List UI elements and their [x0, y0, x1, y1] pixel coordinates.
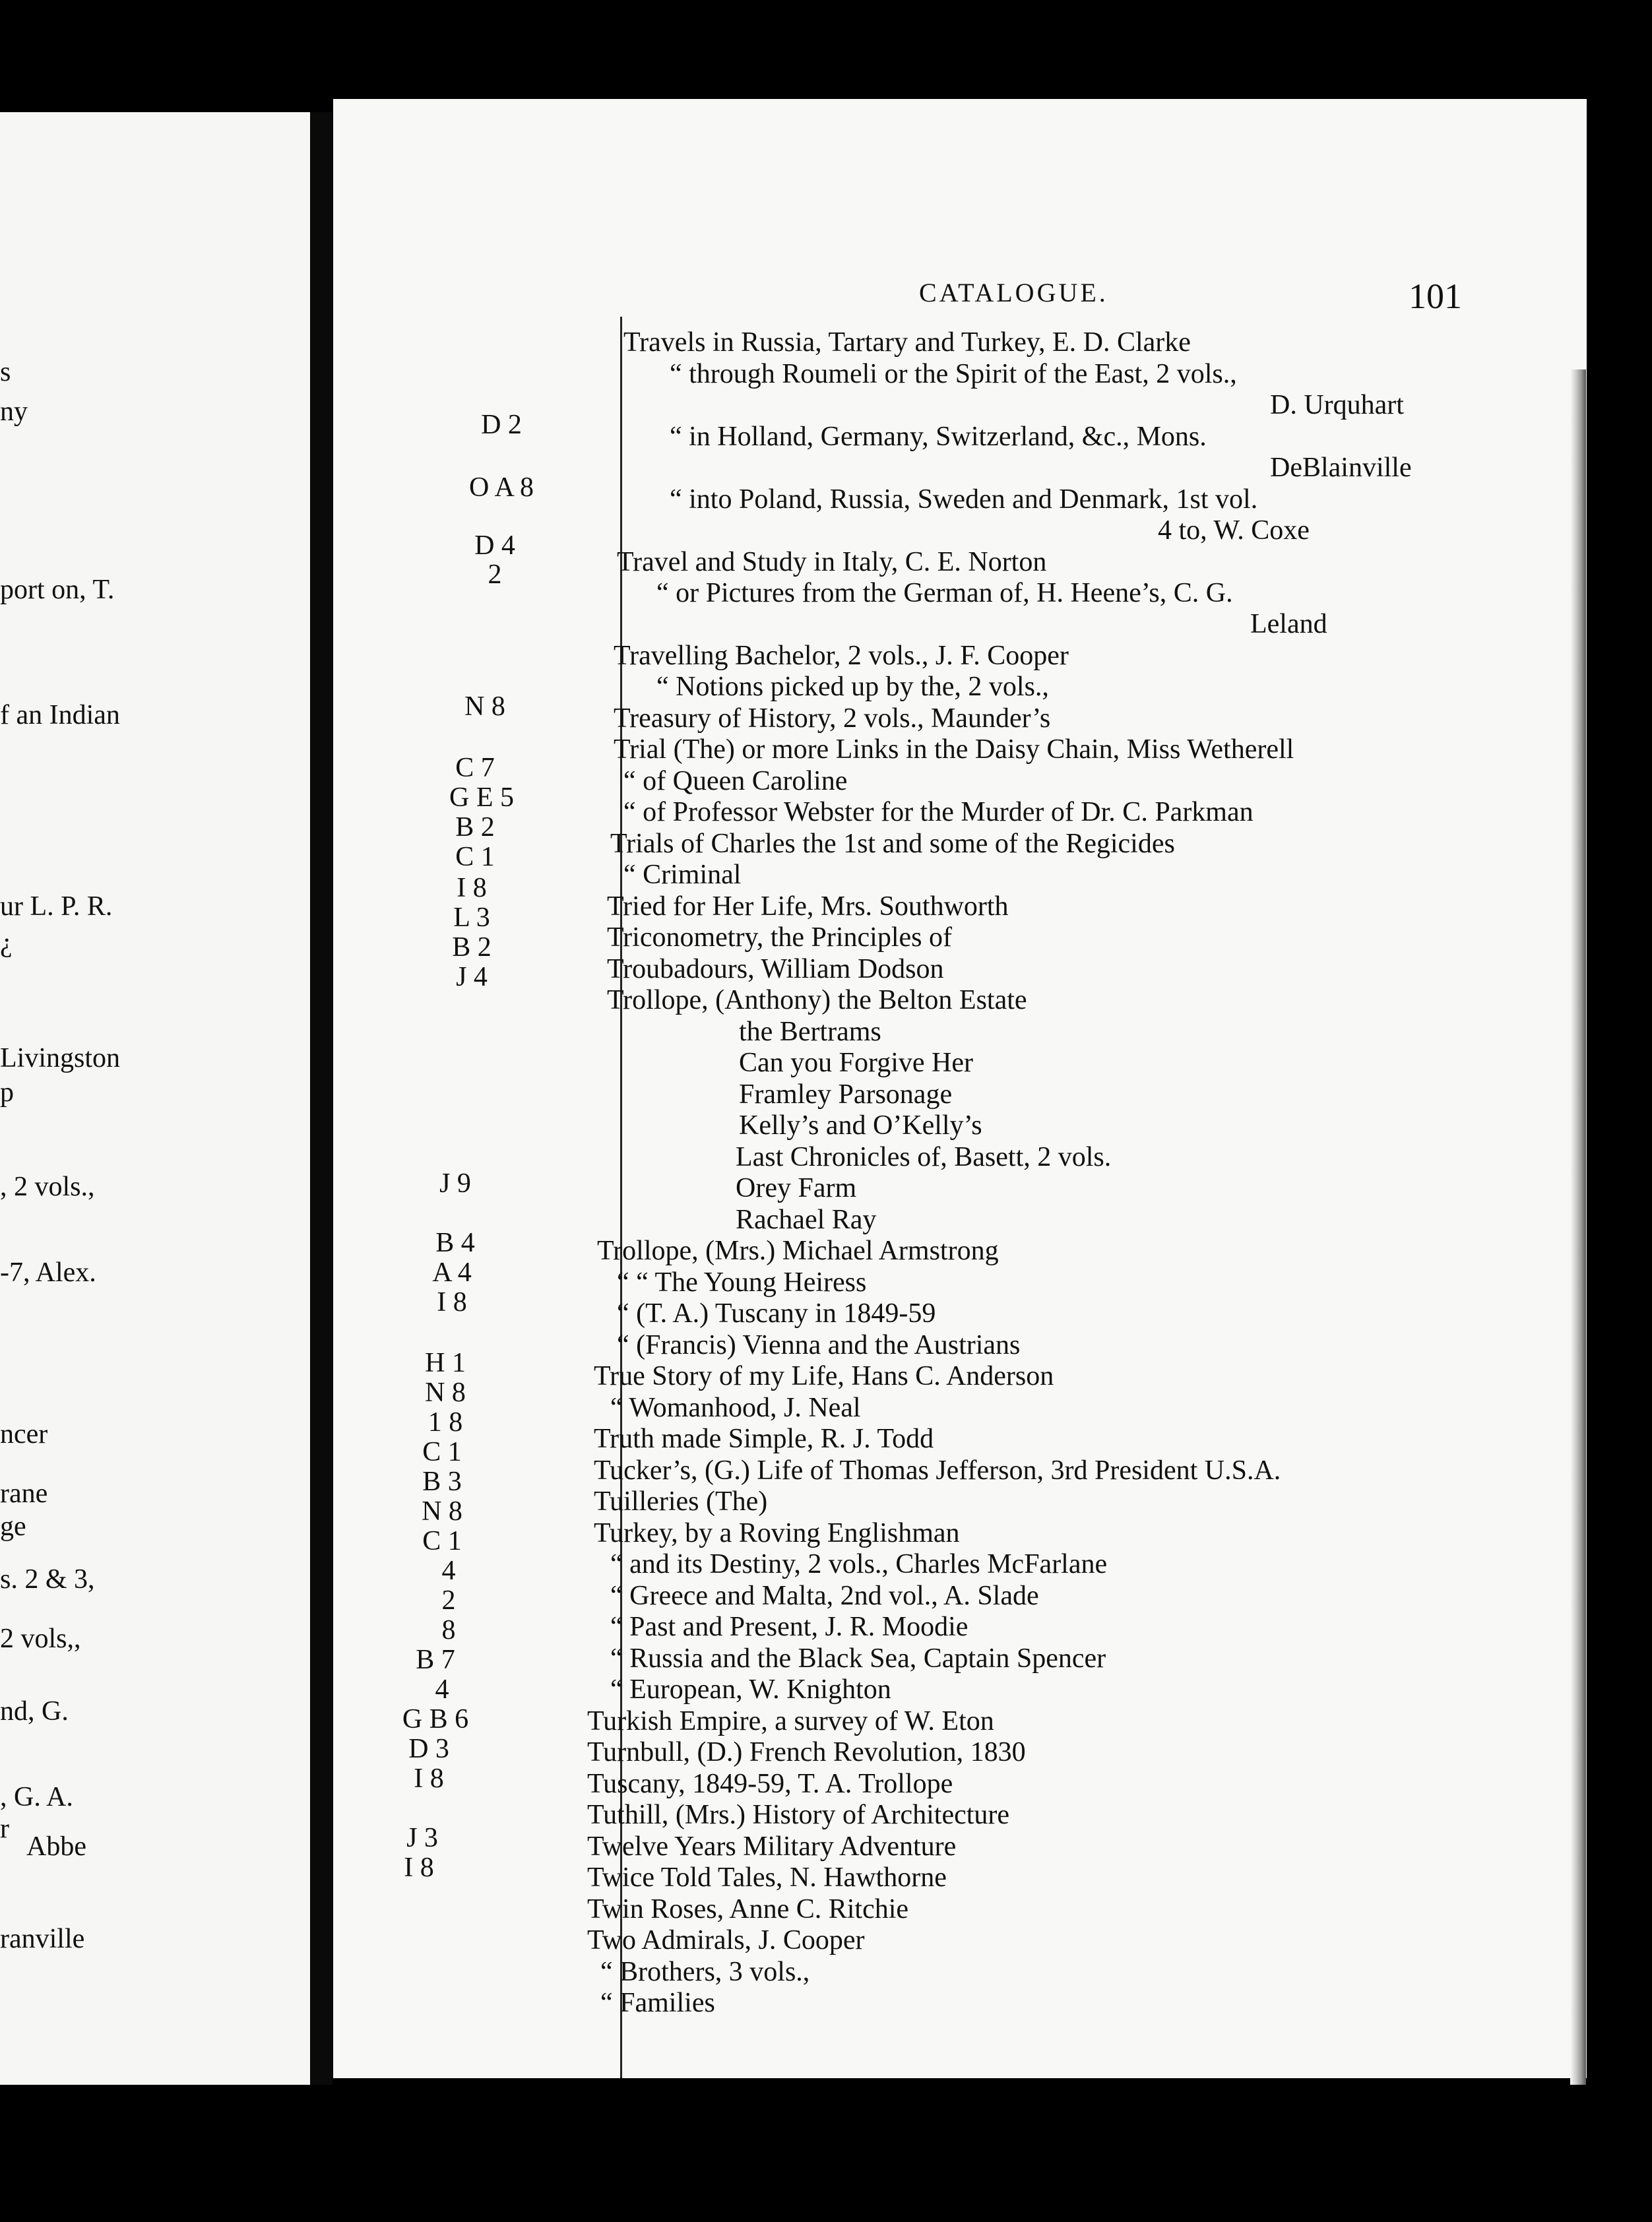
catalogue-entry: “ (Francis) Vienna and the Austrians	[617, 1330, 1021, 1360]
catalogue-entry: “ Families	[600, 1988, 715, 2018]
catalogue-entry: “ of Professor Webster for the Murder of Dr. C. Parkman	[623, 797, 1254, 827]
left-fragment: ny	[0, 397, 28, 427]
catalogue-entry: Travels in Russia, Tartary and Turkey, E. D. Clarke	[623, 327, 1191, 358]
catalogue-entry: Tuthill, (Mrs.) History of Architecture	[587, 1800, 1010, 1830]
catalogue-entry: Trollope, (Anthony) the Belton Estate	[607, 985, 1027, 1015]
shelf-code: N 8	[422, 1496, 462, 1527]
catalogue-entry: Troubadours, William Dodson	[607, 954, 944, 984]
shelf-code: J 4	[456, 962, 488, 992]
catalogue-entry: DeBlainville	[1270, 453, 1412, 483]
catalogue-entry: Turkish Empire, a survey of W. Eton	[587, 1706, 994, 1736]
shelf-code: B 2	[452, 932, 492, 963]
right-page	[333, 99, 1587, 2078]
catalogue-entry: “ in Holland, Germany, Switzerland, &c., Mons.	[670, 422, 1207, 452]
catalogue-entry: “ or Pictures from the German of, H. Heene’s, C. G.	[656, 578, 1233, 608]
catalogue-entry: True Story of my Life, Hans C. Anderson	[594, 1361, 1054, 1391]
catalogue-entry: “ into Poland, Russia, Sweden and Denmark, 1st vol.	[670, 484, 1258, 515]
left-fragment: f an Indian	[0, 700, 120, 730]
left-fragment: nd, G.	[0, 1696, 69, 1727]
page-edge	[1570, 369, 1586, 2085]
left-fragment: 2 vols,,	[0, 1624, 81, 1654]
shelf-code: O A 8	[468, 472, 534, 503]
catalogue-entry: Trials of Charles the 1st and some of the Regicides	[610, 829, 1175, 859]
catalogue-entry: “ Criminal	[623, 860, 742, 890]
shelf-code: C 1	[422, 1437, 462, 1467]
catalogue-entry: Travel and Study in Italy, C. E. Norton	[617, 547, 1047, 577]
catalogue-entry: Two Admirals, J. Cooper	[587, 1925, 865, 1955]
catalogue-entry: “ Greece and Malta, 2nd vol., A. Slade	[610, 1581, 1039, 1611]
catalogue-entry: “ Past and Present, J. R. Moodie	[610, 1612, 969, 1642]
catalogue-entry: Turkey, by a Roving Englishman	[594, 1518, 960, 1548]
left-fragment: port on, T.	[0, 575, 115, 605]
shelf-code: C 1	[422, 1526, 462, 1556]
left-fragment: ur L. P. R.	[0, 891, 113, 922]
catalogue-entry: “ Russia and the Black Sea, Captain Spencer	[610, 1643, 1106, 1674]
shelf-code: H 1	[425, 1348, 466, 1378]
shelf-code: 4	[435, 1674, 449, 1705]
catalogue-entry: “ “ The Young Heiress	[617, 1267, 867, 1298]
catalogue-entry: Triconometry, the Principles of	[607, 922, 952, 953]
shelf-code: J 9	[439, 1168, 471, 1199]
shelf-code: L 3	[453, 903, 490, 933]
shelf-code: A 4	[432, 1257, 472, 1288]
shelf-code: B 3	[422, 1467, 462, 1497]
catalogue-entry: Twelve Years Military Adventure	[587, 1831, 957, 1862]
catalogue-entry: “ Notions picked up by the, 2 vols.,	[656, 672, 1049, 702]
catalogue-entry: Last Chronicles of, Basett, 2 vols.	[736, 1142, 1112, 1172]
catalogue-entry: “ and its Destiny, 2 vols., Charles McFarlane	[610, 1549, 1108, 1579]
shelf-code: I 8	[437, 1287, 467, 1317]
catalogue-entry: Treasury of History, 2 vols., Maunder’s	[614, 703, 1051, 734]
shelf-code: C 7	[455, 753, 495, 783]
left-fragment: Abbe	[26, 1831, 86, 1862]
catalogue-entry: Framley Parsonage	[739, 1079, 953, 1110]
shelf-code: 8	[441, 1615, 456, 1645]
shelf-code: B 2	[455, 812, 495, 842]
shelf-code: D 3	[408, 1734, 449, 1764]
shelf-code: G E 5	[449, 782, 514, 813]
left-fragment: , G. A.	[0, 1782, 73, 1812]
catalogue-entry: “ through Roumeli or the Spirit of the East, 2 vols.,	[670, 359, 1237, 389]
left-fragment: ¿	[0, 928, 13, 958]
shelf-code: D 2	[481, 410, 522, 440]
shelf-code: I 8	[414, 1763, 444, 1794]
shelf-code: G B 6	[402, 1704, 469, 1734]
catalogue-entry: “ (T. A.) Tuscany in 1849-59	[617, 1298, 936, 1329]
catalogue-entry: “ Brothers, 3 vols.,	[600, 1957, 810, 1987]
catalogue-entry: Leland	[1250, 609, 1327, 639]
left-fragment: -7, Alex.	[0, 1257, 96, 1288]
shelf-code: N 8	[425, 1378, 466, 1408]
left-fragment: ge	[0, 1511, 26, 1542]
left-fragment: rane	[0, 1478, 48, 1509]
catalogue-entry: Tuscany, 1849-59, T. A. Trollope	[587, 1769, 953, 1799]
left-fragment: ranville	[0, 1924, 85, 1954]
catalogue-entry: Can you Forgive Her	[739, 1048, 974, 1078]
catalogue-entry: Twice Told Tales, N. Hawthorne	[587, 1862, 947, 1893]
catalogue-entry: “ of Queen Caroline	[623, 766, 848, 796]
shelf-code: 4	[441, 1556, 456, 1586]
catalogue-entry: Orey Farm	[736, 1173, 857, 1203]
catalogue-entry: “ European, W. Knighton	[610, 1674, 891, 1705]
shelf-code: B 4	[435, 1228, 475, 1258]
page-number: 101	[1409, 276, 1462, 316]
catalogue-entry: Trollope, (Mrs.) Michael Armstrong	[597, 1236, 999, 1266]
catalogue-entry: 4 to, W. Coxe	[1158, 515, 1310, 546]
left-fragment: s	[0, 357, 11, 387]
shelf-code: I 8	[457, 873, 487, 903]
shelf-code: C 1	[455, 842, 495, 872]
catalogue-entry: Rachael Ray	[736, 1205, 877, 1235]
left-fragment: p	[0, 1077, 14, 1108]
left-fragment: Livingston	[0, 1043, 121, 1073]
left-fragment: r	[0, 1814, 9, 1844]
shelf-code: 1 8	[428, 1407, 463, 1438]
catalogue-entry: Tuilleries (The)	[594, 1486, 768, 1517]
shelf-code: 2	[441, 1585, 456, 1616]
shelf-code: D 4	[474, 530, 515, 561]
page-header: CATALOGUE.	[919, 278, 1108, 307]
left-fragment: ncer	[0, 1419, 48, 1449]
shelf-code: B 7	[416, 1645, 455, 1675]
catalogue-entry: “ Womanhood, J. Neal	[610, 1393, 861, 1423]
catalogue-entry: the Bertrams	[739, 1017, 881, 1047]
catalogue-entry: Trial (The) or more Links in the Daisy Chain, Miss Wetherell	[614, 734, 1294, 765]
catalogue-entry: Twin Roses, Anne C. Ritchie	[587, 1894, 909, 1924]
shelf-code: I 8	[404, 1853, 434, 1883]
catalogue-entry: Turnbull, (D.) French Revolution, 1830	[587, 1737, 1026, 1767]
left-fragment: s. 2 & 3,	[0, 1564, 95, 1595]
catalogue-entry: Travelling Bachelor, 2 vols., J. F. Cooper	[614, 641, 1069, 671]
catalogue-entry: Tried for Her Life, Mrs. Southworth	[607, 891, 1009, 922]
catalogue-entry: Truth made Simple, R. J. Todd	[594, 1424, 934, 1454]
catalogue-entry: Kelly’s and O’Kelly’s	[739, 1110, 982, 1141]
book-gutter	[310, 112, 333, 2085]
shelf-code: 2	[488, 559, 502, 590]
shelf-code: J 3	[406, 1823, 438, 1853]
shelf-code: N 8	[464, 691, 505, 722]
left-fragment: , 2 vols.,	[0, 1172, 95, 1202]
catalogue-entry: Tucker’s, (G.) Life of Thomas Jefferson, 3rd President U.S.A.	[594, 1455, 1281, 1486]
left-page	[0, 112, 310, 2085]
catalogue-entry: D. Urquhart	[1270, 390, 1404, 420]
